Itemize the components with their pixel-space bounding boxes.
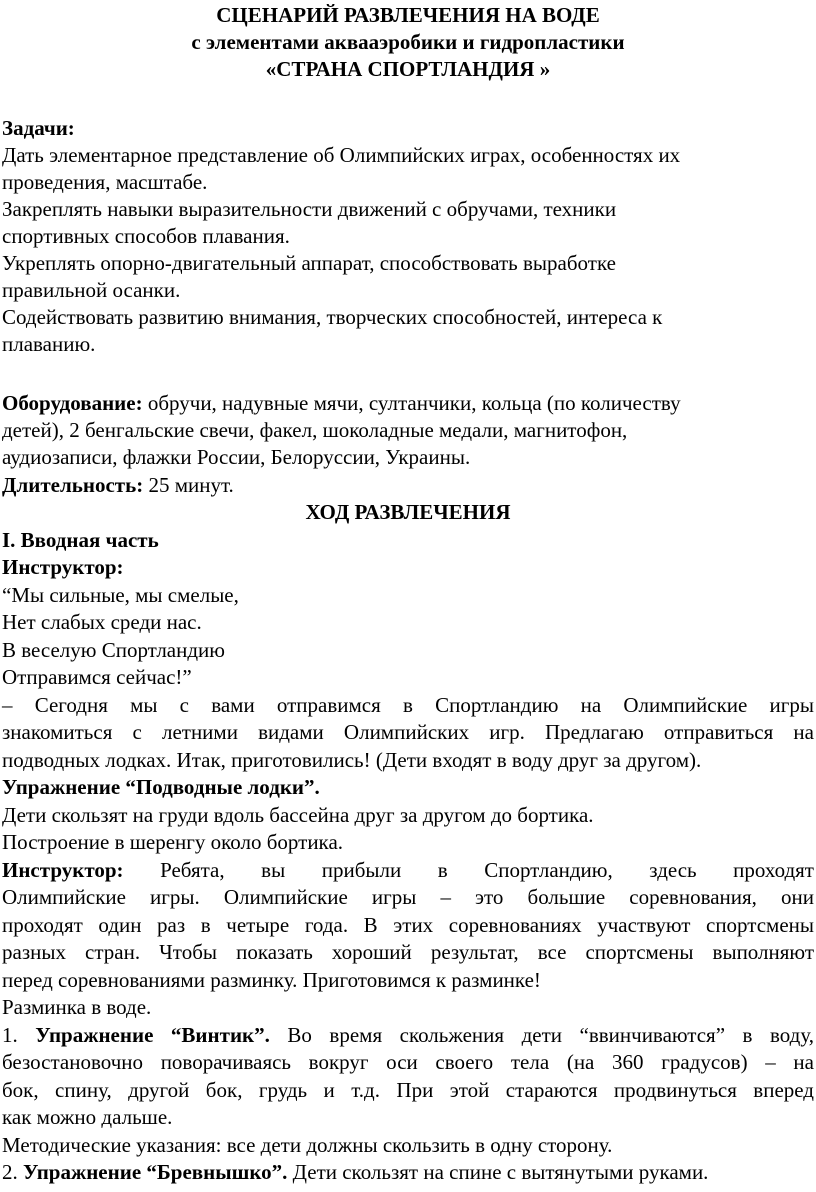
tasks-line: Содействовать развитию внимания, творческих способностей, интереса к <box>2 305 663 329</box>
exercise-1-number: 1. <box>2 1023 36 1047</box>
equipment-line: детей), 2 бенгальские свечи, факел, шоколадные медали, магнитофон, <box>2 418 628 442</box>
part-one-heading: I. Вводная часть <box>2 528 159 552</box>
warmup-heading: Разминка в воде. <box>2 995 152 1019</box>
duration-paragraph <box>2 472 814 498</box>
document-subtitle: с элементами аквааэробики и гидропластики <box>191 30 625 54</box>
tasks-line: правильной осанки. <box>2 278 181 302</box>
exercise-boats-line: Построение в шеренгу около бортика. <box>2 830 344 854</box>
duration-value: 25 минут. <box>143 473 234 497</box>
instructor-label: Инструктор: <box>2 858 124 882</box>
instructor-speech-paragraph <box>2 857 814 883</box>
tasks-line: Укреплять опорно-двигательный аппарат, способствовать выработке <box>2 251 616 275</box>
equipment-paragraph <box>2 390 814 416</box>
exercise-1-title: Упражнение “Винтик”. <box>35 1023 270 1047</box>
document-title: СЦЕНАРИЙ РАЗВЛЕЧЕНИЯ НА ВОДЕ <box>216 3 600 27</box>
speech-line: подводных лодках. Итак, приготовились! (Дети входят в воду друг за другом). <box>2 748 702 772</box>
exercise-1-text: Во время скольжения дети “ввинчиваются” в воду, <box>269 1023 814 1047</box>
instructor-speech-line: перед соревнованиями разминку. Приготовимся к разминке! <box>2 968 541 992</box>
tasks-line: проведения, масштабе. <box>2 170 208 194</box>
exercise-2-text: Дети скользят на спине с вытянутыми руками. <box>287 1160 709 1184</box>
course-heading: ХОД РАЗВЛЕЧЕНИЯ <box>305 500 511 524</box>
equipment-text: обручи, надувные мячи, султанчики, кольца (по количеству <box>142 391 681 415</box>
exercise-2-paragraph <box>2 1159 814 1185</box>
tasks-line: Закреплять навыки выразительности движений с обручами, техники <box>2 197 617 221</box>
speech-line: знакомиться с летними видами Олимпийских игр. Предлагаю отправиться на <box>2 720 814 744</box>
instructor-speech-line: разных стран. Чтобы показать хороший результат, все спортсмены выполняют <box>2 940 814 964</box>
exercise-boats-title: Упражнение “Подводные лодки”. <box>2 775 320 799</box>
poem-line: В веселую Спортландию <box>2 638 225 662</box>
exercise-2-title: Упражнение “Бревнышко”. <box>23 1160 288 1184</box>
duration-label: Длительность: <box>2 473 144 497</box>
event-name: «СТРАНА СПОРТЛАНДИЯ » <box>265 57 551 81</box>
exercise-boats-line: Дети скользят на груди вдоль бассейна друг за другом до бортика. <box>2 803 594 827</box>
exercise-1-paragraph <box>2 1022 814 1048</box>
exercise-2-number: 2. <box>2 1160 23 1184</box>
tasks-line: Дать элементарное представление об Олимпийских играх, особенностях их <box>2 143 681 167</box>
speech-line: – Сегодня мы с вами отправимся в Спортландию на Олимпийские игры <box>2 693 814 717</box>
instructor-speech-line: проходят один раз в четыре года. В этих соревнованиях участвуют спортсмены <box>2 913 814 937</box>
instructor-speech-text: Ребята, вы прибыли в Спортландию, здесь проходят <box>123 858 814 882</box>
tasks-line: плаванию. <box>2 332 96 356</box>
equipment-label: Оборудование: <box>2 391 143 415</box>
methodical-note: Методические указания: все дети должны скользить в одну сторону. <box>2 1133 613 1157</box>
exercise-1-line: безостановочно поворачиваясь вокруг оси своего тела (на 360 градусов) – на <box>2 1050 814 1074</box>
exercise-1-line: как можно дальше. <box>2 1105 173 1129</box>
poem-line: “Мы сильные, мы смелые, <box>2 583 239 607</box>
poem-line: Нет слабых среди нас. <box>2 610 202 634</box>
instructor-speech-line: Олимпийские игры. Олимпийские игры – это большие соревнования, они <box>2 885 814 909</box>
poem-line: Отправимся сейчас!” <box>2 665 192 689</box>
tasks-line: спортивных способов плавания. <box>2 224 290 248</box>
equipment-line: аудиозаписи, флажки России, Белоруссии, Украины. <box>2 445 471 469</box>
exercise-1-line: бок, спину, другой бок, грудь и т.д. При этой стараются продвинуться вперед <box>2 1078 814 1102</box>
tasks-heading: Задачи: <box>2 116 75 140</box>
instructor-label: Инструктор: <box>2 555 124 579</box>
